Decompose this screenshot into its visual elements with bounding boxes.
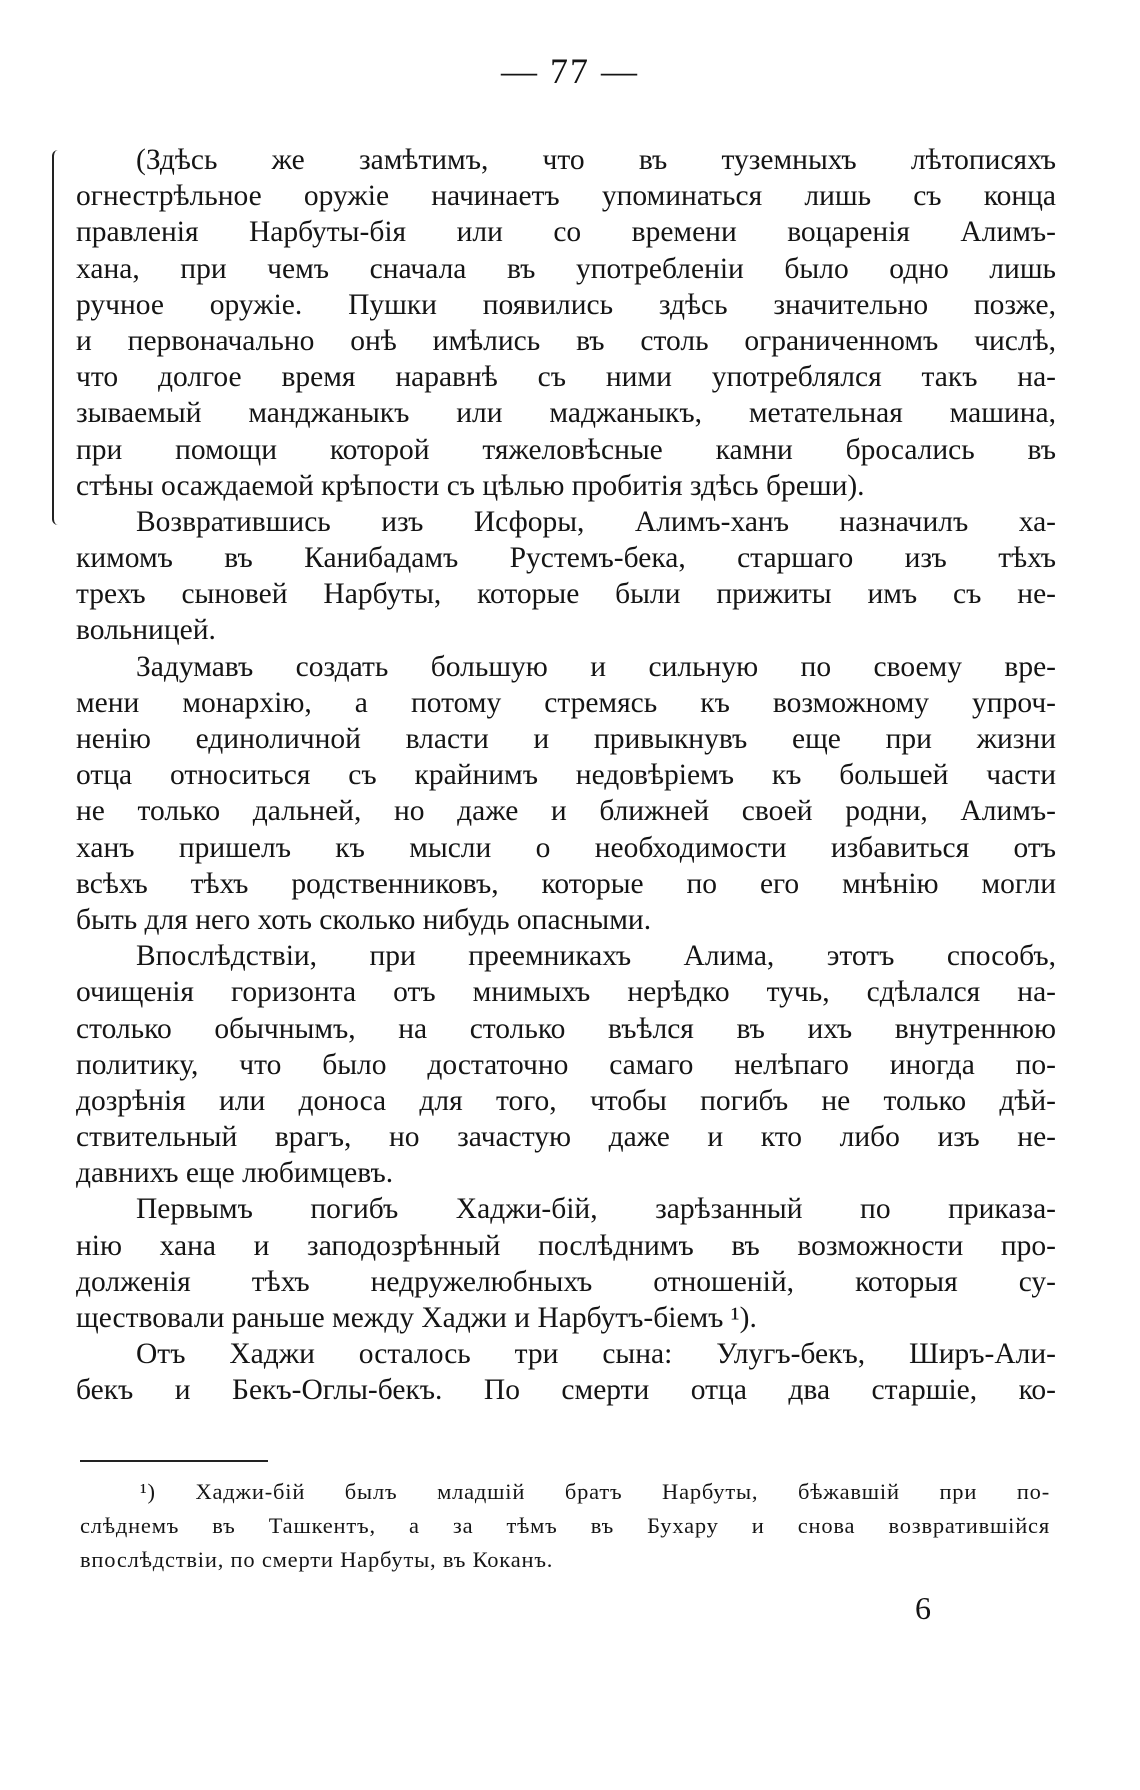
text-line: столько обычнымъ, на столько въѣлся въ ихъ внутреннюю [76, 1012, 1056, 1045]
text-line: отца относиться съ крайнимъ недовѣріемъ къ большей части [76, 759, 1056, 792]
text-line: бекъ и Бекъ-Оглы-бекъ. По смерти отца два старшіе, ко- [76, 1374, 1056, 1407]
footnote-line: впослѣдствіи, по смерти Нарбуты, въ Коканъ. [80, 1547, 554, 1572]
footnote-line: ¹) Хаджи-бій былъ младшій братъ Нарбуты, бѣжавшій при по- [140, 1479, 1050, 1504]
text-line: политику, что было достаточно самаго нелѣпаго иногда по- [76, 1048, 1056, 1081]
text-line: Возвратившись изъ Исфоры, Алимъ-ханъ назначилъ ха- [136, 505, 1056, 538]
paragraph [76, 142, 1056, 504]
paragraph [76, 649, 1056, 939]
text-line: дозрѣнія или доноса для того, чтобы погибъ не только дѣй- [76, 1084, 1056, 1117]
text-line: зываемый манджаныкъ или маджаныкъ, метательная машина, [76, 397, 1056, 430]
footnote-line: слѣднемъ въ Ташкентъ, а за тѣмъ въ Бухару и снова возвратившійся [80, 1513, 1050, 1538]
text-line: Первымъ погибъ Хаджи-бій, зарѣзанный по приказа- [136, 1193, 1056, 1226]
text-line: не только дальней, но даже и ближней своей родни, Алимъ- [76, 795, 1056, 828]
text-line: нію хана и заподозрѣнный послѣднимъ въ возможности про- [76, 1229, 1056, 1262]
text-line: огнестрѣльное оружіе начинаетъ упоминаться лишь съ конца [76, 180, 1056, 213]
text-line: при помощи которой тяжеловѣсные камни бросались въ [76, 433, 1056, 466]
text-line: ненію единоличной власти и привыкнувъ еще при жизни [76, 723, 1056, 755]
text-line: мени монархію, а потому стремясь къ возможному упроч- [76, 686, 1056, 719]
paragraph [76, 1191, 1056, 1336]
text-line: стѣны осаждаемой крѣпости съ цѣлью пробитія здѣсь бреши). [76, 469, 865, 502]
signature-mark: 6 [915, 1590, 931, 1626]
text-line: всѣхъ тѣхъ родственниковъ, которые по его мнѣнію могли [76, 867, 1056, 900]
text-line: трехъ сыновей Нарбуты, которые были прижиты имъ съ не- [76, 578, 1056, 611]
text-line: что долгое время наравнѣ съ ними употреблялся такъ на- [76, 361, 1056, 394]
paragraph [76, 504, 1056, 649]
text-line: кимомъ въ Канибадамъ Рустемъ-бека, старшаго изъ тѣхъ [76, 542, 1056, 575]
body-text [76, 142, 1056, 1409]
text-line: ручное оружіе. Пушки появились здѣсь значительно позже, [76, 288, 1056, 321]
text-line: быть для него хоть сколько нибудь опасными. [76, 903, 652, 936]
text-line: ствительный врагъ, но зачастую даже и кто либо изъ не- [76, 1121, 1056, 1154]
text-line: Задумавъ создать большую и сильную по своему вре- [136, 650, 1056, 683]
text-line: (Здѣсь же замѣтимъ, что въ туземныхъ лѣтописяхъ [136, 144, 1056, 176]
paragraph [76, 1336, 1056, 1408]
paragraph [76, 938, 1056, 1191]
footnote [80, 1475, 1050, 1577]
margin-bracket-mark [52, 150, 64, 525]
text-line: правленія Нарбуты-бія или со времени воцаренія Алимъ- [76, 216, 1056, 249]
footnote-rule [80, 1460, 268, 1462]
text-line: Отъ Хаджи осталось три сына: Улугъ-бекъ, Ширъ-Али- [136, 1338, 1056, 1371]
text-line: вольницей. [76, 614, 216, 647]
text-line: ществовали раньше между Хаджи и Нарбутъ-біемъ ¹). [76, 1302, 757, 1334]
page-number: — 77 — [501, 51, 639, 91]
text-line: Впослѣдствіи, при преемникахъ Алима, этотъ способъ, [136, 940, 1056, 973]
text-line: давнихъ еще любимцевъ. [76, 1157, 394, 1190]
text-line: и первоначально онѣ имѣлись въ столь ограниченномъ числѣ, [76, 324, 1056, 357]
text-line: хана, при чемъ сначала въ употребленіи было одно лишь [76, 252, 1056, 285]
text-line: долженія тѣхъ недружелюбныхъ отношеній, которыя су- [76, 1265, 1056, 1298]
text-line: очищенія горизонта отъ мнимыхъ нерѣдко тучь, сдѣлался на- [76, 976, 1056, 1009]
text-line: ханъ пришелъ къ мысли о необходимости избавиться отъ [76, 831, 1056, 864]
